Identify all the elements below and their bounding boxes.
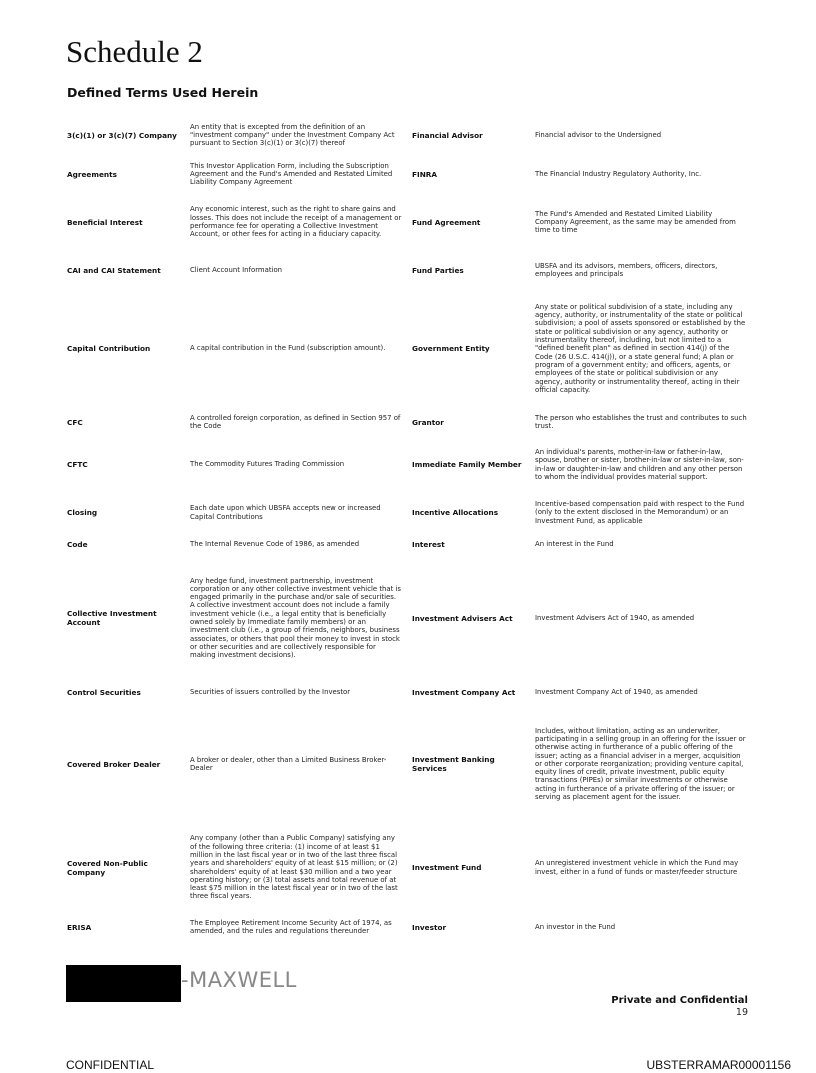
table-row [67, 154, 757, 194]
term: FINRA [412, 169, 438, 179]
logo-text: -MAXWELL [181, 968, 297, 992]
table-row [67, 407, 757, 437]
definition: Any company (other than a Public Company) satisfying any of the following three criteria: (1) income of at least $1 million in the last fiscal year or in two of the last three fiscal years and shareholders' equity of at least $15 million; or (2) shareholders' equity of at least $30 million and a two year operating history; or (3) total assets and total revenue of at least $75 million in the latest fiscal year or in two of the last three fiscal years. [190, 834, 398, 901]
table-row [67, 116, 757, 154]
term: Interest [412, 539, 445, 549]
table-row [67, 555, 757, 681]
term: CFTC [67, 460, 88, 469]
definition: UBSFA and its advisors, members, officers, directors, employees and principals [535, 261, 718, 278]
term: CAI and CAI Statement [67, 265, 161, 275]
table-row [67, 290, 757, 407]
table-row [67, 437, 757, 492]
term: Capital Contribution [67, 344, 151, 353]
page-title: Schedule 2 [66, 34, 203, 69]
term: Fund Agreement [412, 217, 481, 227]
table-row [67, 250, 757, 290]
definition: Client Account Information [190, 265, 283, 274]
term: Investment Banking Services [412, 755, 495, 773]
term: ERISA [67, 922, 92, 932]
definition: A capital contribution in the Fund (subscription amount). [190, 344, 386, 353]
term: Closing [67, 508, 98, 517]
definition: Investment Company Act of 1940, as amended [535, 687, 698, 696]
table-row [67, 703, 757, 825]
page-number: 19 [735, 1007, 748, 1018]
term: Incentive Allocations [412, 508, 499, 517]
definition: The Fund's Amended and Restated Limited Liability Company Agreement, as the same may be amended from time to time [535, 209, 736, 235]
term: Collective Investment Account [67, 609, 157, 627]
definition: Investment Advisers Act of 1940, as amended [535, 613, 695, 622]
term: Government Entity [412, 344, 490, 353]
term: Financial Advisor [412, 130, 483, 140]
bates-number: UBSTERRAMAR00001156 [646, 1058, 791, 1072]
term: Control Securities [67, 687, 141, 697]
definition: Securities of issuers controlled by the Investor [190, 687, 351, 696]
redaction-box [66, 965, 181, 1002]
term: Investment Fund [412, 863, 482, 872]
term: Grantor [412, 417, 444, 427]
definition: A broker or dealer, other than a Limited Business Broker-Dealer [190, 755, 387, 772]
table-row [67, 825, 757, 910]
definition: The Employee Retirement Income Security Act of 1974, as amended, and the rules and regulations thereunder [190, 918, 392, 935]
definition: Any economic interest, such as the right to share gains and losses. This does not include the receipt of a management or performance fee for operating a Collective Investment Account, or other fees for acting in a fiduciary capacity. [190, 205, 402, 239]
definition: Any state or political subdivision of a state, including any agency, authority, or instrumentality of the state or political subdivision; a pool of assets sponsored or established by the state or political subdivision or any agency, authority or instrumentality thereof, including, but not limited to a "defined benefit plan" as defined in section 414(j) of the Code (26 U.S.C. 414(j)), or a state general fund; A plan or program of a government entity; and officers, agents, or employees of the state or political subdivision or any agency, authority or instrumentality thereof, acting in their official capacity. [535, 302, 746, 394]
term: Investment Company Act [412, 687, 516, 697]
definition: A controlled foreign corporation, as defined in Section 957 of the Code [190, 413, 401, 430]
table-row [67, 492, 757, 533]
definition: Each date upon which UBSFA accepts new or increased Capital Contributions [190, 504, 381, 521]
term: Immediate Family Member [412, 460, 522, 469]
definition: An interest in the Fund [535, 539, 614, 548]
term: CFC [67, 417, 83, 427]
term: 3(c)(1) or 3(c)(7) Company [67, 130, 177, 140]
defined-terms-table [67, 116, 757, 944]
section-subtitle: Defined Terms Used Herein [67, 85, 259, 100]
definition: Incentive-based compensation paid with respect to the Fund (only to the extent disclosed in the Memorandum) or an Investment Fund, as applicable [535, 500, 745, 525]
definition: An unregistered investment vehicle in which the Fund may invest, either in a fund of funds or master/feeder structure [535, 859, 739, 876]
term: Investment Advisers Act [412, 613, 513, 623]
definition: Includes, without limitation, acting as an underwriter, participating in a selling group in an offering for the issuer or otherwise acting in furtherance of a public offering of the issuer; acting as a financial adviser in a merger, acquisition or other corporate reorganization; providing venture capital, equity lines of credit, private investment, public equity transactions (PIPEs) or similar investments or otherwise acting in furtherance of a private offering of the issuer; or serving as placement agent for the issuer. [535, 726, 746, 802]
definition: This Investor Application Form, including the Subscription Agreement and the Fund's Amended and Restated Limited Liability Company Agreement [190, 161, 393, 187]
term: Fund Parties [412, 265, 464, 275]
table-row [67, 533, 757, 555]
term: Investor [412, 922, 447, 932]
definition: The Financial Industry Regulatory Authority, Inc. [535, 169, 702, 178]
definition: An entity that is excepted from the definition of an "investment company" under the Investment Company Act pursuant to Section 3(c)(1) or 3(c)(7) thereof [190, 122, 395, 148]
definition: The person who establishes the trust and contributes to such trust. [535, 413, 747, 430]
term: Covered Broker Dealer [67, 759, 161, 769]
definition: Financial advisor to the Undersigned [535, 130, 662, 139]
confidential-stamp: CONFIDENTIAL [66, 1058, 155, 1072]
private-confidential-label: Private and Confidential [611, 995, 748, 1006]
definition: The Commodity Futures Trading Commission [190, 460, 345, 469]
definition: An individual's parents, mother-in-law or father-in-law, spouse, brother or sister, brother-in-law or sister-in-law, son-in-law or daughter-in-law and children and any other person to whom the individual provides material support. [535, 447, 744, 481]
footer-logo [66, 940, 326, 1004]
term: Beneficial Interest [67, 217, 143, 227]
definition: An investor in the Fund [535, 922, 616, 931]
table-row [67, 681, 757, 703]
term: Covered Non-Public Company [67, 858, 148, 877]
table-row [67, 194, 757, 250]
definition: The Internal Revenue Code of 1986, as amended [190, 539, 360, 548]
term: Code [67, 539, 88, 549]
term: Agreements [67, 169, 117, 179]
table-row [67, 910, 757, 944]
definition: Any hedge fund, investment partnership, investment corporation or any other collective investment vehicle that is engaged primarily in the purchase and/or sale of securities. A collective investment account does not include a family investment vehicle (i.e., a legal entity that is beneficially owned solely by Immediate family members) or an investment club (i.e., a group of friends, neighbors, business associates, or others that pool their money to invest in stock or other securities and are collectively responsible for making investment decisions). [190, 576, 402, 660]
